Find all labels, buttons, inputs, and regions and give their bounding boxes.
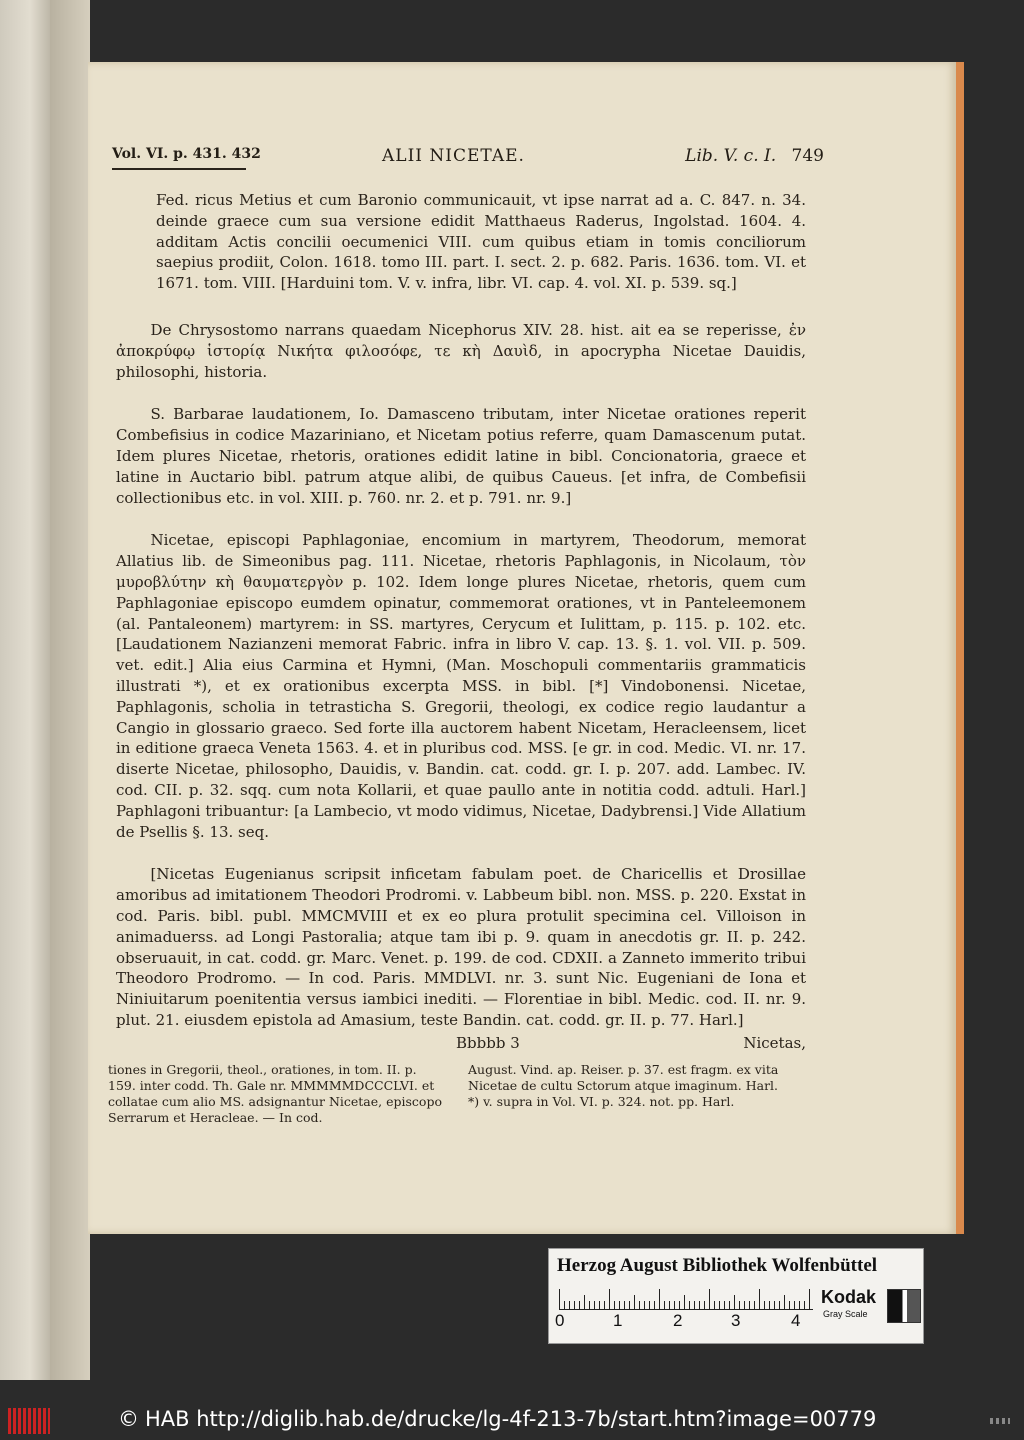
ruler-tick	[629, 1301, 630, 1309]
main-text	[116, 190, 806, 1053]
footnote-column-left	[108, 1062, 448, 1126]
ruler-tick	[704, 1301, 705, 1309]
ruler-tick	[594, 1301, 595, 1309]
footnote-text: *) v. supra in Vol. VI. p. 324. not. pp. Harl.	[468, 1094, 735, 1109]
ruler-tick	[749, 1301, 750, 1309]
ruler-tick	[624, 1301, 625, 1309]
ruler-tick	[709, 1289, 710, 1309]
barcode-icon	[8, 1408, 50, 1434]
ruler-tick	[644, 1301, 645, 1309]
ruler-tick	[789, 1301, 790, 1309]
ruler-tick	[639, 1301, 640, 1309]
paragraph: S. Barbarae laudationem, Io. Damasceno tributam, inter Nicetae orationes reperit Combefisius in codice Mazariniano, et Nicetam potius referre, quam Damascenum putat. Idem plures Nicetae, rhetoris, orationes edidit latine in bibl. Concionatoria, graece et latine in Auctario bibl. patrum atque alibi, de quibus Caueus. [et infra, de Combefisii collectionibus etc. in vol. XIII. p. 760. nr. 2. et p. 791. nr. 9.]	[116, 405, 806, 507]
ruler-tick	[659, 1289, 660, 1309]
ruler-tick	[739, 1301, 740, 1309]
signature-line	[116, 1034, 806, 1056]
ruler-tick	[679, 1301, 680, 1309]
library-name: Herzog August Bibliothek Wolfenbüttel	[557, 1255, 878, 1276]
ruler-tick	[619, 1301, 620, 1309]
ruler-tick	[799, 1301, 800, 1309]
ruler-tick	[609, 1289, 610, 1309]
ruler-numbers	[555, 1311, 815, 1333]
ruler-tick	[744, 1301, 745, 1309]
ruler-tick	[729, 1301, 730, 1309]
kodak-logo: Kodak	[821, 1287, 877, 1307]
ruler-tick	[564, 1301, 565, 1309]
ruler-tick	[764, 1301, 765, 1309]
ruler-tick	[634, 1295, 635, 1309]
library-color-card	[548, 1248, 924, 1344]
footer-url[interactable]	[118, 1407, 876, 1431]
footnote-text: tiones in Gregorii, theol., orationes, in tom. II. p. 159. inter codd. Th. Gale nr. MMMMMDCCCLVI. et collatae cum alio MS. adsignantur Nicetae, episcopo Serrarum et Heracleae. — In cod.	[108, 1062, 442, 1125]
book-page	[88, 62, 964, 1234]
header-book-chapter	[685, 146, 824, 166]
paragraph: De Chrysostomo narrans quaedam Nicephorus XIV. 28. hist. ait ea se reperisse, ἐν ἀποκρύφῳ ἱστορίᾳ Νικήτα φιλοσόφε, τε κὴ Δαυὶδ, in apocrypha Nicetae Dauidis, philosophi, historia.	[116, 320, 806, 381]
ruler-tick	[759, 1289, 760, 1309]
footnote-column-right	[468, 1062, 808, 1110]
ruler-number: 4	[791, 1311, 801, 1330]
ruler-tick	[724, 1301, 725, 1309]
ruler-tick	[694, 1301, 695, 1309]
ruler-tick	[714, 1301, 715, 1309]
adjacent-page-edge	[0, 0, 50, 1380]
ruler-tick	[734, 1295, 735, 1309]
header-title: ALII NICETAE.	[382, 146, 525, 166]
page-gutter	[50, 0, 90, 1380]
ruler-tick	[654, 1301, 655, 1309]
header-lib: Lib. V. c. I.	[685, 146, 777, 166]
ruler-tick	[579, 1301, 580, 1309]
ruler-tick	[794, 1301, 795, 1309]
ruler-tick	[589, 1301, 590, 1309]
ruler-tick	[689, 1301, 690, 1309]
ruler-tick	[559, 1289, 560, 1309]
gray-scale-swatch	[887, 1289, 921, 1323]
signature-mark: Bbbbb 3	[456, 1034, 520, 1052]
copyright-symbol: ©	[118, 1407, 139, 1431]
footnote-text: August. Vind. ap. Reiser. p. 37. est fragm. ex vita Nicetae de cultu Sctorum atque imaginum. Harl.	[468, 1062, 779, 1093]
ruler-tick	[754, 1301, 755, 1309]
page-number: 749	[791, 146, 824, 166]
ruler-number: 0	[555, 1311, 565, 1330]
running-header	[112, 146, 824, 174]
catchword: Nicetas,	[743, 1034, 806, 1052]
ruler-tick	[574, 1301, 575, 1309]
ruler-tick	[809, 1289, 810, 1309]
paragraph: Fed. ricus Metius et cum Baronio communicauit, vt ipse narrat ad a. C. 847. n. 34. deinde graece cum sua versione edidit Matthaeus Raderus, Ingolstad. 1604. 4. additam Actis concilii oecumenici VIII. cum quibus etiam in tomis conciliorum saepius prodiit, Colon. 1618. tomo III. part. I. sect. 2. p. 682. Paris. 1636. tom. VI. et 1671. tom. VIII. [Harduini tom. V. v. infra, libr. VI. cap. 4. vol. XI. p. 539. sq.]	[156, 191, 806, 293]
ruler-tick	[804, 1301, 805, 1309]
ruler-tick	[769, 1301, 770, 1309]
ruler-tick	[664, 1301, 665, 1309]
footer-bar	[0, 1402, 1024, 1440]
ruler-tick	[784, 1295, 785, 1309]
gray-scale-label: Gray Scale	[823, 1309, 868, 1319]
ruler-tick	[604, 1301, 605, 1309]
ruler-tick	[569, 1301, 570, 1309]
ruler-tick	[779, 1301, 780, 1309]
ruler-number: 3	[731, 1311, 741, 1330]
more-icon[interactable]	[990, 1418, 1010, 1424]
ruler-tick	[669, 1301, 670, 1309]
ruler-tick	[684, 1295, 685, 1309]
ruler-number: 1	[613, 1311, 623, 1330]
ruler-tick	[649, 1301, 650, 1309]
ruler-tick	[699, 1301, 700, 1309]
ruler-number: 2	[673, 1311, 683, 1330]
ruler-tick	[719, 1301, 720, 1309]
ruler-tick	[599, 1301, 600, 1309]
footnotes	[108, 1062, 808, 1152]
ruler-tick	[674, 1301, 675, 1309]
ruler-tick	[774, 1301, 775, 1309]
paragraph: [Nicetas Eugenianus scripsit inficetam fabulam poet. de Charicellis et Drosillae amoribus ad imitationem Theodori Prodromi. v. Labbeum bibl. non. MSS. p. 220. Exstat in cod. Paris. bibl. publ. MMCMVIII et ex eo plura protulit specimina cel. Villoison in animaduerss. ad Longi Pastoralia; atque tam ibi p. 9. quam in anecdotis gr. II. p. 242. obseruauit, in cat. codd. gr. Marc. Venet. p. 199. de cod. CDXII. a Zanneto immerito tribui Theodoro Prodromo. — In cod. Paris. MMDLVI. nr. 3. sunt Nic. Eugeniani de Iona et Niniuitarum poenitentia versus iambici inediti. — Florentiae in bibl. Medic. cod. II. nr. 9. plut. 21. eiusdem epistola ad Amasium, teste Bandin. cat. codd. gr. II. p. 77. Harl.]	[116, 865, 806, 1029]
paragraph: Nicetae, episcopi Paphlagoniae, encomium in martyrem, Theodorum, memorat Allatius lib. de Simeonibus pag. 111. Nicetae, rhetoris Paphlagonis, in Nicolaum, τὸν μυροβλύτην κὴ θαυματεργὸν p. 102. Idem longe plures Nicetae, rhetoris, quem cum Paphlagoniae episcopo eumdem opinatur, commemorat orationes, vt in Panteleemonem (al. Pantaleonem) martyrem: in SS. martyres, Cerycum et Iulittam, p. 115. p. 102. etc. [Laudationem Nazianzeni memorat Fabric. infra in libro V. cap. 13. §. 1. vol. VII. p. 509. vet. edit.] Alia eius Carmina et Hymni, (Man. Moschopuli commentariis grammaticis illustrati *), et ex orationibus excerpta MSS. in bibl. [*] Vindobonensi. Nicetae, Paphlagonis, scholia in tetrasticha S. Gregorii, theologi, ex codice regio laudantur a Cangio in glossario graeco. Sed forte illa auctorem habent Nicetam, Heracleensem, licet in editione graeca Veneta 1563. 4. et in pluribus cod. MSS. [e gr. in cod. Medic. VI. nr. 17. diserte Nicetae, philosopho, Dauidis, v. Bandin. cat. codd. gr. I. p. 207. add. Lambec. IV. cod. CII. p. 32. sqq. cum nota Kollarii, et quae paullo ante in notitia codd. adtuli. Harl.] Paphlagoni tribuantur: [a Lambecio, vt modo vidimus, Nicetae, Dadybrensi.] Vide Allatium de Psellis §. 13. seq.	[116, 531, 806, 841]
scale-ruler	[559, 1287, 813, 1310]
ruler-tick	[584, 1295, 585, 1309]
ruler-tick	[614, 1301, 615, 1309]
header-volume-ref: Vol. VI. p. 431. 432	[112, 146, 261, 162]
header-underline	[112, 168, 246, 170]
footer-link-text[interactable]: HAB http://diglib.hab.de/drucke/lg-4f-213-7b/start.htm?image=00779	[145, 1407, 877, 1431]
